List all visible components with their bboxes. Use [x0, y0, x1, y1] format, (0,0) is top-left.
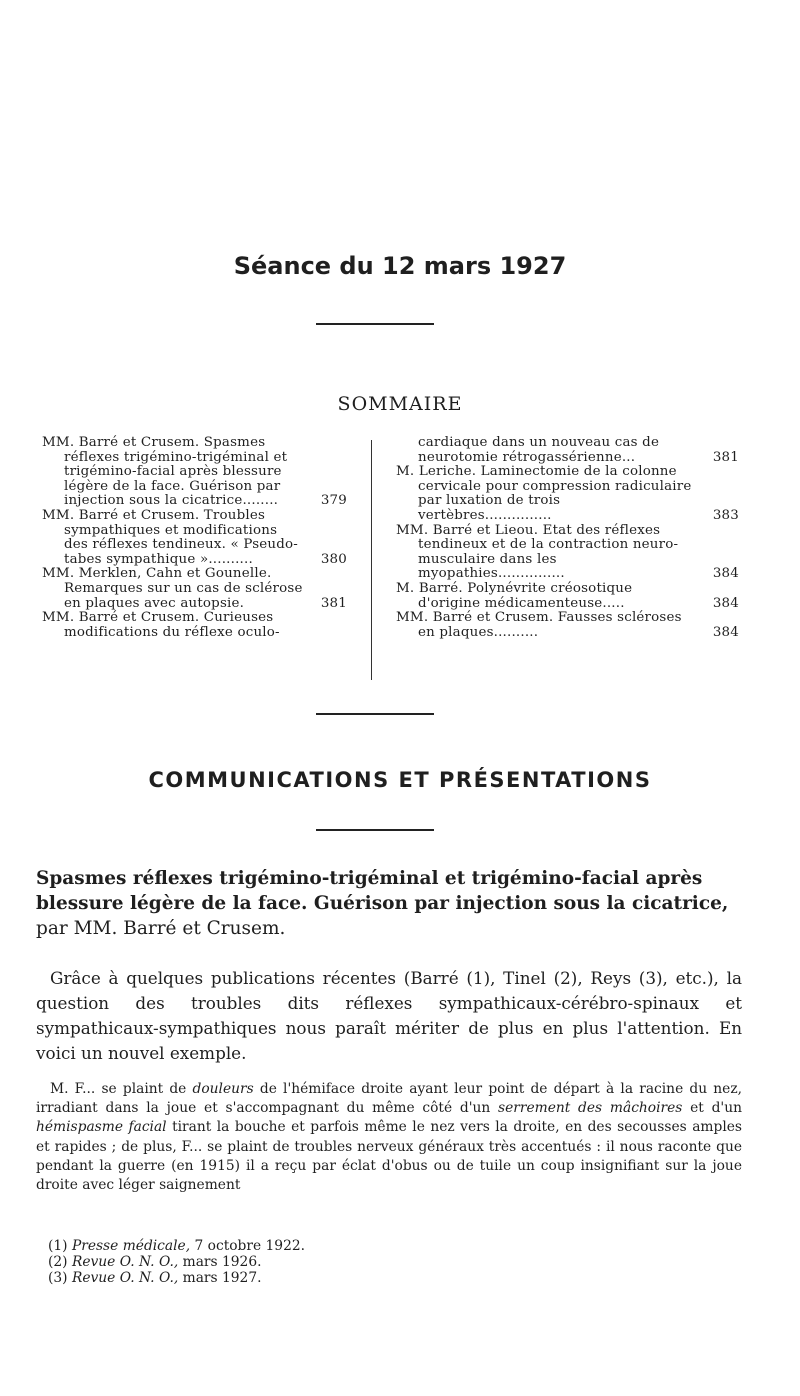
footnote-date: 7 octobre 1922.	[190, 1238, 306, 1254]
footnote	[48, 1270, 448, 1286]
footnote-date: mars 1927.	[178, 1270, 262, 1286]
article-paragraph	[36, 1080, 742, 1195]
emphasis: serrement des mâchoires	[498, 1100, 683, 1117]
paragraph-text: M. F... se plaint de	[50, 1081, 193, 1097]
summary-entry	[42, 509, 347, 567]
summary-heading: SOMMAIRE	[337, 393, 463, 415]
footnote-source: Presse médicale,	[71, 1238, 191, 1254]
paragraph-text: et d'un	[682, 1100, 742, 1117]
footnote-number: (3)	[48, 1270, 68, 1286]
summary-entry	[42, 611, 347, 640]
summary-entry-text: M. Barré. Polynévrite créosotique d'origine médicamenteuse.....	[396, 580, 633, 611]
footnote	[48, 1238, 448, 1254]
summary-entry-text: MM. Barré et Lieou. Etat des réflexes tendineux et de la contraction neuro-musculaire dans les myopathies...............	[396, 522, 679, 582]
summary-entry	[42, 436, 347, 509]
summary-left-column	[42, 436, 347, 640]
summary-entry-text: M. Leriche. Laminectomie de la colonne cervicale pour compression radiculaire par luxation de trois vertèbres...............	[396, 464, 692, 523]
section-heading: COMMUNICATIONS ET PRÉSENTATIONS	[148, 768, 652, 792]
summary-entry-text: MM. Barré et Crusem. Spasmes réflexes trigémino-trigéminal et trigémino-facial après blessure légère de la face. Guérison par injection sous la cicatrice........	[42, 435, 288, 509]
article-authors: par MM. Barré et Crusem.	[36, 918, 286, 939]
footnote	[48, 1254, 448, 1270]
summary-entry-continuation	[396, 436, 739, 465]
summary-right-column	[396, 436, 739, 640]
summary-entry	[42, 567, 347, 611]
footnote-source: Revue O. N. O.,	[71, 1254, 179, 1270]
summary-entry-page: 383	[712, 507, 739, 523]
summary-entry-text: MM. Barré et Crusem. Fausses scléroses en plaques..........	[396, 610, 682, 640]
summary-entry-text: cardiaque dans un nouveau cas de neurotomie rétrogassérienne...	[418, 435, 660, 465]
paragraph-text: Grâce à quelques publications récentes (Barré (1), Tinel (2), Reys (3), etc.), la question des troubles dits réflexes sympathicaux-cérébro-spinaux et sympathicaux-sympathiques nous paraît mériter de plus en plus l'attention. En voici un nouvel exemple.	[36, 968, 742, 1063]
summary-entry-page: 381	[320, 595, 347, 611]
footnote-number: (2)	[48, 1254, 68, 1270]
column-divider	[371, 440, 372, 680]
divider	[316, 713, 434, 715]
article-title-text: Spasmes réflexes trigémino-trigéminal et trigémino-facial après blessure légère de la face. Guérison par injection sous la cicatrice,	[36, 868, 729, 914]
page-title: Séance du 12 mars 1927	[233, 252, 567, 280]
summary-entry-page: 384	[712, 595, 739, 611]
summary-entry-text: MM. Barré et Crusem. Curieuses modifications du réflexe oculo-	[42, 610, 280, 640]
paragraph-text: tirant la bouche et parfois même le nez vers la droite, en des secousses amples et rapides ; de plus, F... se plaint de troubles nerveux généraux très accentués : il nous raconte que pendant la guerre (en 1915) il a reçu par éclat d'obus ou de tuile un coup insignifiant sur la joue droite avec léger saignement	[36, 1119, 742, 1194]
footnote-source: Revue O. N. O.,	[71, 1270, 179, 1286]
summary-entry-page: 384	[712, 624, 739, 640]
summary-entry-page: 380	[320, 551, 347, 567]
footnote-number: (1)	[48, 1238, 68, 1254]
divider	[316, 829, 434, 831]
summary-entry	[396, 465, 739, 523]
emphasis: hémispasme facial	[36, 1119, 167, 1136]
summary-entry-text: MM. Barré et Crusem. Troubles sympathiques et modifications des réflexes tendineux. « Pseudo-tabes sympathique »..........	[42, 507, 299, 567]
article-paragraph	[36, 966, 742, 1066]
article-title	[36, 866, 742, 941]
divider	[316, 323, 434, 325]
summary-entry	[396, 611, 739, 640]
summary-entry-page: 379	[320, 493, 347, 509]
paragraph-text: de l'hémiface droite ayant leur point de départ à la racine du nez, irradiant dans la joue et s'accompagnant du même côté d'un	[36, 1081, 743, 1117]
summary-entry-text: MM. Merklen, Cahn et Gounelle. Remarques sur un cas de sclérose en plaques avec autopsie.	[42, 566, 303, 611]
summary-entry-page: 384	[712, 566, 739, 582]
summary-entry	[396, 524, 739, 582]
footnotes	[48, 1238, 448, 1286]
emphasis: douleurs	[192, 1081, 254, 1097]
summary-entry	[396, 582, 739, 611]
summary-entry-page: 381	[712, 449, 739, 465]
footnote-date: mars 1926.	[178, 1254, 262, 1270]
